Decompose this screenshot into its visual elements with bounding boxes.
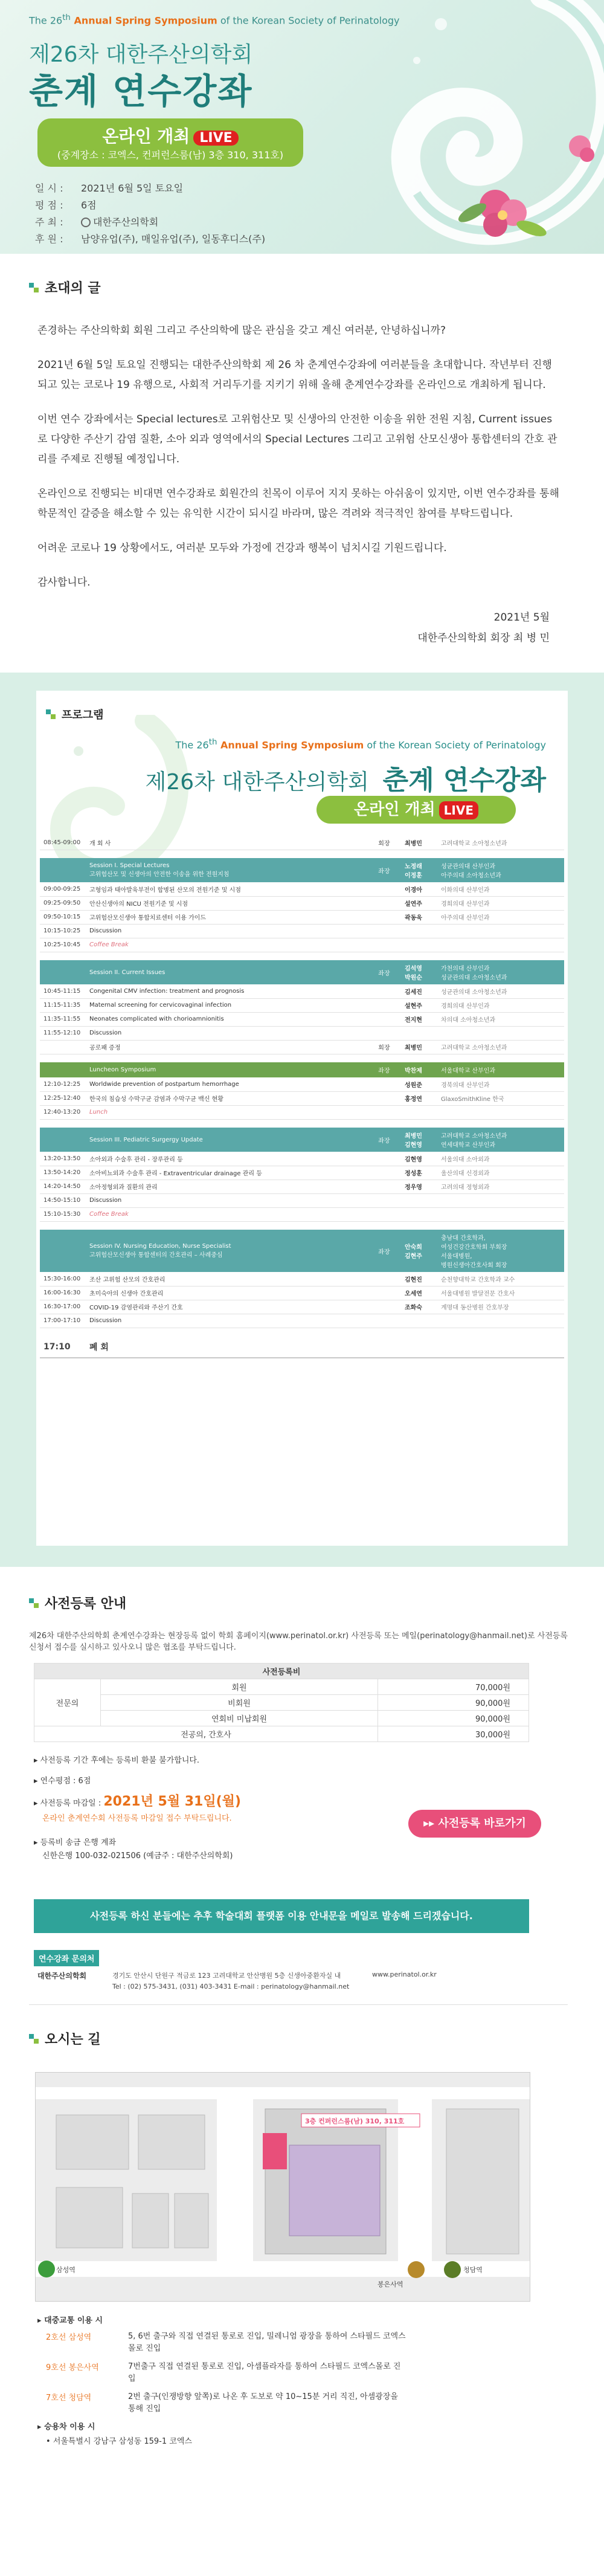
role-cell (367, 1105, 401, 1119)
time-cell (40, 1040, 86, 1054)
notice-banner: 사전등록 하신 분들에는 추후 학술대회 플랫폼 이용 안내문을 메일로 발송해 드리겠습니다. (34, 1899, 529, 1933)
subway-line: 2호선 삼성역 (46, 2333, 92, 2342)
role-cell (367, 924, 401, 938)
program-row (40, 882, 564, 896)
greeting-section (0, 254, 604, 648)
role-cell: 회장 (367, 1040, 401, 1054)
role-cell (367, 1012, 401, 1026)
square-bullet-icon (46, 709, 56, 719)
role-cell (367, 910, 401, 924)
online-badge: 온라인 개최 LIVE (316, 796, 516, 824)
affiliation-cell: 성균관의대 산부인과 아주의대 소아청소년과 (437, 858, 564, 882)
deadline-warning: 온라인 춘계연수회 사전등록 마감일 접수 부탁드립니다. (42, 1814, 232, 1823)
time-cell: 12:10-12:25 (40, 1077, 86, 1091)
role-cell (367, 1286, 401, 1300)
time-cell: 11:55-12:10 (40, 1026, 86, 1040)
car-heading: ▸ 승용차 이용 시 (37, 2423, 95, 2432)
affiliation-cell (437, 1207, 564, 1221)
affiliation-cell: 성균관의대 소아청소년과 (437, 984, 564, 998)
session-header-row (40, 858, 564, 882)
speaker-cell: 노정래 이정훈 (401, 858, 437, 882)
subway-desc: 5, 6번 출구와 직접 연결된 통로로 진입, 밀레니엄 광장을 통하여 스타필드 코엑스몰로 진입 (128, 2332, 406, 2353)
spacer-row (40, 1119, 564, 1128)
program-row (40, 998, 564, 1012)
car-address: • 서울특별시 강남구 삼성동 159-1 코엑스 (46, 2437, 192, 2446)
speaker-cell: 곽동욱 (401, 910, 437, 924)
section-title: 프로그램 (46, 706, 104, 722)
role-cell (367, 938, 401, 952)
speaker-cell (401, 1026, 437, 1040)
title-cell: 고형임과 태아발육부전이 합병된 산모의 전원기준 및 시점 (86, 882, 367, 896)
bullet-item: ▸ 등록비 송금 은행 계좌 (34, 1838, 117, 1847)
program-row (40, 1091, 564, 1105)
program-row (40, 1193, 564, 1207)
time-cell: 09:00-09:25 (40, 882, 86, 896)
greeting-paragraph: 이번 연수 강좌에서는 Special lectures로 고위험산모 및 신생아의 안전한 이송을 위한 전원 지침, Current issues로 다양한 주산기 감염 질환, 소아 외과 영역에서의 Special Lectures 그리고 고위험 산모신생아 통합센터의 간호 관리를 주제로 진행될 예정입니다. (37, 413, 557, 465)
greeting-paragraph: 존경하는 주산의학회 회원 그리고 주산의학에 많은 관심을 갖고 계신 여러분, 안녕하십니까? (37, 324, 446, 337)
contact-label: 연수강좌 문의처 (34, 1950, 99, 1966)
affiliation-cell: 서울대병원 발달전문 간호사 (437, 1286, 564, 1300)
venue-map (35, 2072, 530, 2302)
fee-row: 비회원 90,000원 (34, 1695, 529, 1711)
registration-bullets (34, 1754, 568, 1893)
title-cell: Session I. Special Lectures 고위험산모 및 신생아의 안전한 이송을 위한 전원지침 (86, 858, 367, 882)
title-cell: 소아비뇨외과 수술후 관리 - Extraventricular drainage 관리 등 (86, 1166, 367, 1180)
program-row (40, 1336, 564, 1358)
affiliation-cell (437, 1193, 564, 1207)
affiliation-cell (437, 1336, 564, 1358)
program-row (40, 1012, 564, 1026)
event-title-small: 제26차 대한주산의학회 (29, 42, 253, 67)
program-event-title: 제26차 대한주산의학회 춘계 연수강좌 (145, 765, 546, 796)
time-cell: 09:50-10:15 (40, 910, 86, 924)
station-label: 봉은사역 (378, 2281, 403, 2288)
greeting-paragraph: 감사합니다. (37, 576, 91, 589)
preregister-button[interactable]: ▸▸ 사전등록 바로가기 (408, 1810, 541, 1838)
title-cell: Maternal screening for cervicovaginal infection (86, 998, 367, 1012)
title-cell: 소아정형외과 질환의 관리 (86, 1180, 367, 1193)
program-row (40, 1272, 564, 1286)
square-bullet-icon (29, 283, 39, 292)
time-cell (40, 960, 86, 984)
affiliation-cell: 이화의대 산부인과 (437, 882, 564, 896)
time-cell (40, 1062, 86, 1077)
title-cell: Discussion (86, 924, 367, 938)
contact-block (34, 1950, 568, 1992)
speaker-cell: 전지현 (401, 1012, 437, 1026)
time-cell: 10:15-10:25 (40, 924, 86, 938)
venue-hall-label: 3층 컨퍼런스룸(남) 310, 311호 (305, 2117, 405, 2125)
program-row (40, 1180, 564, 1193)
double-arrow-icon: ▸▸ (423, 1817, 439, 1830)
program-row (40, 1152, 564, 1166)
role-cell (367, 984, 401, 998)
program-row (40, 1207, 564, 1221)
speaker-cell: 최병민 (401, 836, 437, 850)
time-cell: 16:00-16:30 (40, 1286, 86, 1300)
title-cell: Lunch (86, 1105, 367, 1119)
affiliation-cell (437, 924, 564, 938)
info-row: 주 최 : 대한주산의학회 (35, 216, 159, 228)
time-cell: 10:45-11:15 (40, 984, 86, 998)
affiliation-cell (437, 1026, 564, 1040)
section-title: 초대의 글 (29, 278, 568, 297)
spacer-row (40, 1054, 564, 1062)
fee-table-header: 사전등록비 (34, 1664, 529, 1679)
speaker-cell: 박찬제 (401, 1062, 437, 1077)
affiliation-cell: 경희의대 산부인과 (437, 998, 564, 1012)
greeting-body (29, 297, 568, 648)
program-row (40, 896, 564, 910)
spacer-row (40, 850, 564, 858)
speaker-cell: 설연주 (401, 896, 437, 910)
session-header-row (40, 960, 564, 984)
role-cell (367, 1152, 401, 1166)
affiliation-cell: 서울의대 소아외과 (437, 1152, 564, 1166)
program-row (40, 938, 564, 952)
deadline-date: 2021년 5월 31일(월) (103, 1794, 241, 1809)
time-cell: 11:15-11:35 (40, 998, 86, 1012)
speaker-cell: 최병민 김현영 (401, 1128, 437, 1152)
time-cell: 11:35-11:55 (40, 1012, 86, 1026)
bullet-item: ▸ 사전등록 마감일 : 2021년 5월 31일(월) (34, 1794, 241, 1809)
role-cell (367, 882, 401, 896)
role-cell (367, 896, 401, 910)
time-cell: 17:10 (40, 1336, 86, 1358)
title-cell: Session II. Current Issues (86, 960, 367, 984)
affiliation-cell: 순천향대학교 간호학과 교수 (437, 1272, 564, 1286)
speaker-cell: 김석영 박원순 (401, 960, 437, 984)
program-row (40, 984, 564, 998)
role-cell: 회장 (367, 836, 401, 850)
speaker-cell: 오세연 (401, 1286, 437, 1300)
session-header-row (40, 1062, 564, 1077)
title-cell: 초미숙아의 신생아 간호관리 (86, 1286, 367, 1300)
program-row (40, 1166, 564, 1180)
speaker-cell: 최병민 (401, 1040, 437, 1054)
speaker-cell: 김현진 (401, 1272, 437, 1286)
affiliation-cell: 고려의대 정형외과 (437, 1180, 564, 1193)
fee-table (34, 1663, 529, 1742)
title-cell: 안산신생아의 NICU 전원기준 및 시점 (86, 896, 367, 910)
program-row (40, 1040, 564, 1054)
signature-name: 대한주산의학회 회장 최 병 민 (417, 632, 550, 644)
speaker-cell (401, 1336, 437, 1358)
speaker-cell: 설현주 (401, 998, 437, 1012)
title-cell: 소아외과 수술후 관리 - 장루관리 등 (86, 1152, 367, 1166)
role-cell: 좌장 (367, 1128, 401, 1152)
time-cell: 09:25-09:50 (40, 896, 86, 910)
society-logo-icon (81, 218, 91, 227)
decorative-swirl-illustration (314, 0, 604, 254)
contact-address: 경기도 안산시 단원구 적금로 123 고려대학교 안산병원 5층 신생아중환자실 내 Tel : (02) 575-3431, (031) 403-3431 E-mail : perinatology@hanmail.net (112, 1972, 350, 1990)
registration-section (0, 1567, 604, 2005)
title-cell: Luncheon Symposium (86, 1062, 367, 1077)
affiliation-cell (437, 1105, 564, 1119)
affiliation-cell: GlaxoSmithKline 한국 (437, 1091, 564, 1105)
bullet-item: ▸ 연수평점 : 6점 (34, 1777, 91, 1786)
greeting-paragraph: 온라인으로 진행되는 비대면 연수강좌로 회원간의 친목이 이루어 지지 못하는 아쉬움이 있지만, 이번 연수강좌를 통해 학문적인 갈증을 해소할 수 있는 유익한 시간이 되시길 바라며, 많은 격려와 적극적인 참여를 부탁드립니다. (37, 488, 559, 520)
speaker-cell (401, 1105, 437, 1119)
speaker-cell: 이경아 (401, 882, 437, 896)
program-row (40, 1314, 564, 1328)
fee-row: 연회비 미납회원 90,000원 (34, 1711, 529, 1726)
affiliation-cell: 고려대학교 소아청소년과 (437, 836, 564, 850)
speaker-cell (401, 1314, 437, 1328)
time-cell (40, 1128, 86, 1152)
session-header-row (40, 1230, 564, 1272)
role-cell (367, 1272, 401, 1286)
program-card (36, 691, 568, 1546)
signature-date: 2021년 5월 (493, 612, 550, 624)
title-cell: Coffee Break (86, 938, 367, 952)
speaker-cell (401, 924, 437, 938)
time-cell: 08:45-09:00 (40, 836, 86, 850)
greeting-paragraph: 2021년 6월 5일 토요일 진행되는 대한주산의학회 제 26 차 춘계연수강좌에 여러분들을 초대합니다. 작년부터 진행되고 있는 코로나 19 유행으로, 사회적 거리두기를 지키기 위해 올해 춘계연수강좌를 온라인으로 개최하게 됩니다. (37, 359, 552, 391)
affiliation-cell: 충남대 간호학과, 여성건강간호학회 부회장 서울대병원, 병원신생아간호사회 회장 (437, 1230, 564, 1272)
title-cell: Session III. Pediatric Surgergy Update (86, 1128, 367, 1152)
affiliation-cell: 경희의대 산부인과 (437, 896, 564, 910)
title-cell: 한국의 침습성 수막구균 감염과 수막구균 백신 현황 (86, 1091, 367, 1105)
title-cell: 고위험산모신생아 통합치료센터 이용 가이드 (86, 910, 367, 924)
time-cell: 14:20-14:50 (40, 1180, 86, 1193)
square-bullet-icon (29, 2034, 39, 2044)
info-row: 후 원 : 남양유업(주), 매일유업(주), 일동후디스(주) (35, 233, 266, 245)
section-title: 오시는 길 (29, 2029, 568, 2048)
title-cell: Discussion (86, 1314, 367, 1328)
info-row: 일 시 : 2021년 6월 5일 토요일 (35, 182, 184, 194)
program-row (40, 1077, 564, 1091)
speaker-cell: 김세진 (401, 984, 437, 998)
time-cell: 16:30-17:00 (40, 1300, 86, 1314)
role-cell (367, 1193, 401, 1207)
role-cell (367, 1026, 401, 1040)
registration-note: 제26차 대한주산의학회 춘계연수강좌는 현장등록 없이 학회 홈페이지(www.perinatol.or.kr) 사전등록 또는 메일(perinatology@hanmail.net)로 사전등록 신청서 접수를 실시하고 있사오니 많은 협조를 부탁드립니다. (29, 1632, 568, 1652)
program-row (40, 924, 564, 938)
affiliation-cell: 서울대학교 산부인과 (437, 1062, 564, 1077)
bullet-item: ▸ 사전등록 기간 후에는 등록비 환불 불가합니다. (34, 1756, 200, 1765)
program-row (40, 836, 564, 850)
symposium-subtitle: The 26th Annual Spring Symposium of the Korean Society of Perinatology (175, 738, 546, 751)
affiliation-cell: 아주의대 산부인과 (437, 910, 564, 924)
time-cell: 14:50-15:10 (40, 1193, 86, 1207)
speaker-cell: 정우영 (401, 1180, 437, 1193)
title-cell: Discussion (86, 1026, 367, 1040)
program-row (40, 1286, 564, 1300)
section-title: 사전등록 안내 (29, 1593, 568, 1612)
greeting-paragraph: 어려운 코로나 19 상황에서도, 여러분 모두와 가정에 건강과 행복이 넘치시길 기원드립니다. (37, 542, 447, 554)
title-cell: Session IV. Nursing Education, Nurse Specialist 고위험산모신생아 통합센터의 간호관리 – 사례중심 (86, 1230, 367, 1272)
program-row (40, 910, 564, 924)
affiliation-cell (437, 938, 564, 952)
speaker-cell: 조화숙 (401, 1300, 437, 1314)
affiliation-cell: 가천의대 산부인과 성균관의대 소아청소년과 (437, 960, 564, 984)
online-badge (37, 118, 303, 167)
program-table (40, 836, 564, 1358)
affiliation-cell: 차의대 소아청소년과 (437, 1012, 564, 1026)
time-cell: 12:25-12:40 (40, 1091, 86, 1105)
role-cell (367, 1077, 401, 1091)
signature (37, 607, 559, 648)
title-cell: Congenital CMV infection: treatment and prognosis (86, 984, 367, 998)
affiliation-cell: 울산의대 신경외과 (437, 1166, 564, 1180)
symposium-subtitle: The 26th Annual Spring Symposium of the Korean Society of Perinatology (29, 13, 400, 27)
title-cell: Discussion (86, 1193, 367, 1207)
role-cell: 좌장 (367, 1062, 401, 1077)
live-badge: LIVE (193, 131, 238, 146)
fee-row: 전공의, 간호사 30,000원 (34, 1726, 529, 1742)
program-section (0, 673, 604, 1567)
spacer-row (40, 952, 564, 960)
station-label: 청담역 (463, 2266, 483, 2274)
role-cell: 좌장 (367, 1230, 401, 1272)
title-cell: Worldwide prevention of postpartum hemorrhage (86, 1077, 367, 1091)
info-row: 평 점 : 6점 (35, 199, 97, 211)
title-cell: Neonates complicated with chorioamnionitis (86, 1012, 367, 1026)
role-cell: 좌장 (367, 960, 401, 984)
role-cell: 좌장 (367, 858, 401, 882)
event-title-big: 춘계 연수강좌 (29, 71, 253, 112)
role-cell (367, 1207, 401, 1221)
event-info (35, 180, 265, 248)
role-cell (367, 1166, 401, 1180)
subway-desc: 2번 출구(인쟁방향 앞쪽)로 나온 후 도보로 약 10~15분 거리 직진, 아셈광장을 통해 진입 (128, 2392, 398, 2413)
speaker-cell: 안숙희 김현주 (401, 1230, 437, 1272)
role-cell (367, 1336, 401, 1358)
affiliation-cell: 고려대학교 소아청소년과 연세대학교 산부인과 (437, 1128, 564, 1152)
speaker-cell (401, 1193, 437, 1207)
session-header-row (40, 1128, 564, 1152)
fee-row: 전문의 회원 70,000원 (34, 1679, 529, 1695)
time-cell: 13:50-14:20 (40, 1166, 86, 1180)
transit-heading: ▸ 대중교통 이용 시 (37, 2316, 103, 2325)
time-cell (40, 1230, 86, 1272)
contact-org: 대한주산의학회 (37, 1972, 87, 1980)
speaker-cell (401, 1207, 437, 1221)
map-drawing (36, 2073, 530, 2302)
directions-section (0, 2005, 604, 2447)
title-cell: 개 회 사 (86, 836, 367, 850)
time-cell: 13:20-13:50 (40, 1152, 86, 1166)
role-cell (367, 1300, 401, 1314)
hero-banner (0, 0, 604, 254)
subway-desc: 7번출구 직접 연결된 통로로 진입, 아셈플라자를 통하여 스타필드 코엑스몰로 진입 (128, 2362, 401, 2383)
subway-line: 9호선 봉은사역 (46, 2363, 99, 2372)
affiliation-cell (437, 1314, 564, 1328)
speaker-cell (401, 938, 437, 952)
time-cell: 17:00-17:10 (40, 1314, 86, 1328)
title-cell: 공로패 증정 (86, 1040, 367, 1054)
time-cell: 15:10-15:30 (40, 1207, 86, 1221)
time-cell: 10:25-10:45 (40, 938, 86, 952)
time-cell: 12:40-13:20 (40, 1105, 86, 1119)
speaker-cell: 홍정연 (401, 1091, 437, 1105)
role-cell (367, 998, 401, 1012)
title-cell: 폐 회 (86, 1336, 367, 1358)
online-label: 온라인 개최 (102, 126, 190, 146)
role-cell (367, 1091, 401, 1105)
affiliation-cell: 경북의대 산부인과 (437, 1077, 564, 1091)
station-label: 삼성역 (56, 2266, 76, 2274)
time-cell: 15:30-16:00 (40, 1272, 86, 1286)
spacer-row (40, 1221, 564, 1230)
affiliation-cell: 계명대 동산병원 간호부장 (437, 1300, 564, 1314)
program-row (40, 1026, 564, 1040)
venue-note: (중계장소 : 코엑스, 컨퍼런스룸(남) 3층 310, 311호) (57, 149, 284, 161)
title-cell: Coffee Break (86, 1207, 367, 1221)
role-cell (367, 1180, 401, 1193)
affiliation-cell: 고려대학교 소아청소년과 (437, 1040, 564, 1054)
subway-line: 7호선 청담역 (46, 2394, 92, 2403)
title-cell: 조산 고위험 산모의 간호관리 (86, 1272, 367, 1286)
title-cell: COVID-19 감염관리와 주산기 간호 (86, 1300, 367, 1314)
time-cell (40, 858, 86, 882)
transit-info (37, 2314, 568, 2447)
speaker-cell: 정성훈 (401, 1166, 437, 1180)
website-link[interactable]: www.perinatol.or.kr (372, 1971, 437, 1978)
live-badge: LIVE (439, 801, 478, 819)
speaker-cell: 김현영 (401, 1152, 437, 1166)
program-row (40, 1300, 564, 1314)
spacer-row (40, 1328, 564, 1336)
bank-account: 신한은행 100-032-021506 (예금주 : 대한주산의학회) (42, 1851, 233, 1861)
program-row (40, 1105, 564, 1119)
speaker-cell: 성원준 (401, 1077, 437, 1091)
role-cell (367, 1314, 401, 1328)
square-bullet-icon (29, 1598, 39, 1608)
